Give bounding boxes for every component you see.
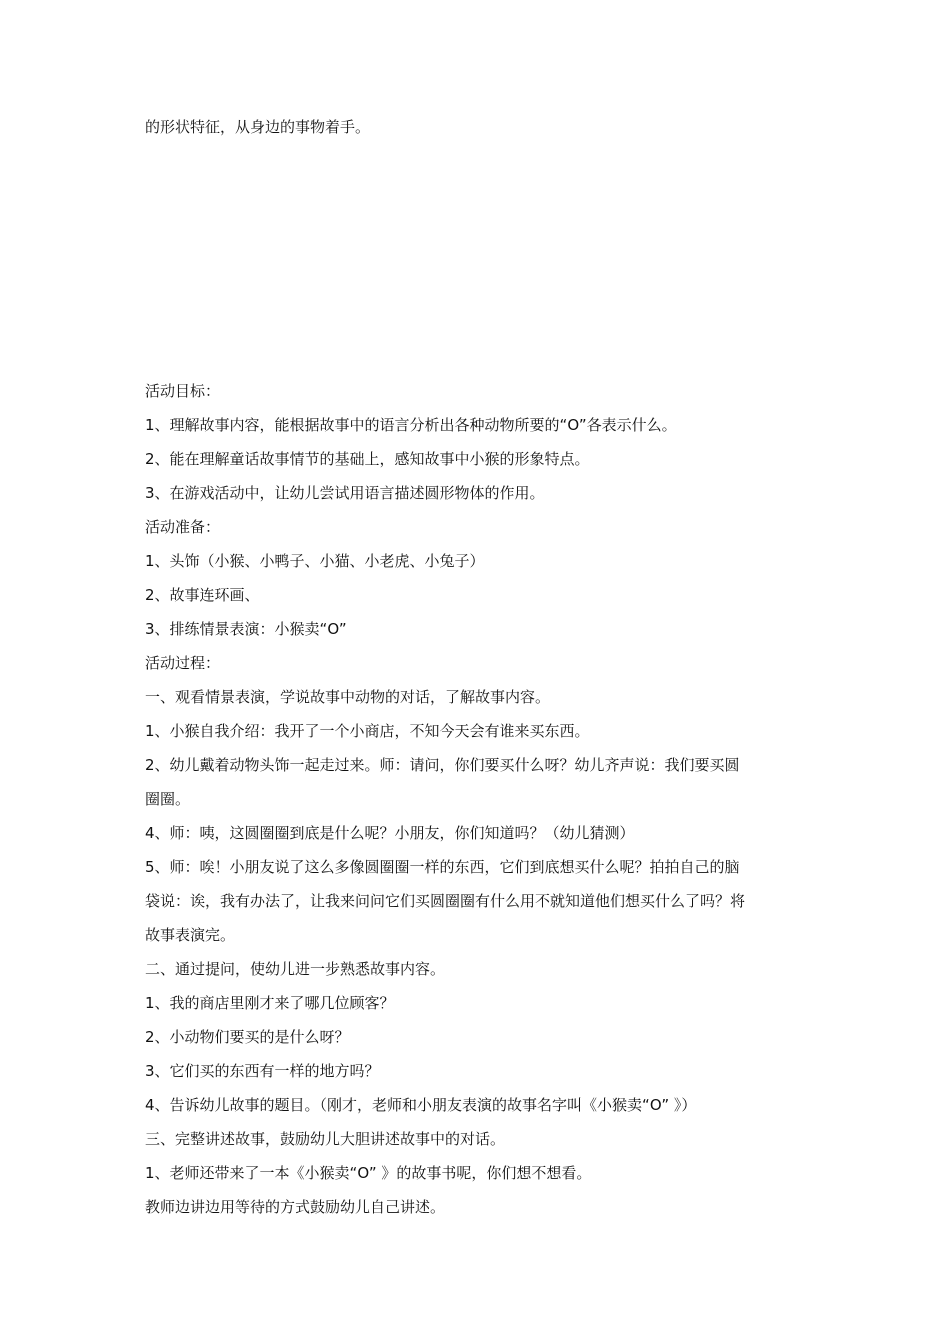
preparation-item-3: 3、排练情景表演：小猴卖“O” [145, 620, 347, 638]
question-item: 2、小动物们要买的是什么呀？ [145, 1028, 350, 1046]
process-step-1-heading: 一、观看情景表演，学说故事中动物的对话，了解故事内容。 [145, 688, 551, 706]
intro-fragment: 的形状特征，从身边的事物着手。 [145, 118, 371, 136]
process-item-continued: 袋说：诶，我有办法了，让我来问问它们买圆圈圈有什么用不就知道他们想买什么了吗？将 [145, 892, 746, 910]
process-item: 4、师：咦，这圆圈圈到底是什么呢？小朋友，你们知道吗？（幼儿猜测） [145, 824, 635, 842]
process-item-continued: 圈圈。 [145, 790, 191, 808]
process-item-continued: 故事表演完。 [145, 926, 236, 944]
section-heading-preparation: 活动准备： [145, 518, 221, 536]
process-item: 1、小猴自我介绍：我开了一个小商店，不知今天会有谁来买东西。 [145, 722, 590, 740]
preparation-item-1: 1、头饰（小猴、小鸭子、小猫、小老虎、小兔子） [145, 552, 485, 570]
preparation-item-2: 2、故事连环画、 [145, 586, 260, 604]
section-heading-process: 活动过程： [145, 654, 221, 672]
goal-item-1: 1、理解故事内容，能根据故事中的语言分析出各种动物所要的“O”各表示什么。 [145, 416, 677, 434]
process-item: 2、幼儿戴着动物头饰一起走过来。师：请问，你们要买什么呀？幼儿齐声说：我们要买圆 [145, 756, 740, 774]
process-step-2-heading: 二、通过提问，使幼儿进一步熟悉故事内容。 [145, 960, 446, 978]
question-item: 1、我的商店里刚才来了哪几位顾客？ [145, 994, 395, 1012]
process-step-3-heading: 三、完整讲述故事，鼓励幼儿大胆讲述故事中的对话。 [145, 1130, 506, 1148]
process-item: 5、师：唉！小朋友说了这么多像圆圈圈一样的东西，它们到底想买什么呢？拍拍自己的脑 [145, 858, 740, 876]
question-item: 4、告诉幼儿故事的题目。（刚才，老师和小朋友表演的故事名字叫《小猴卖“O” 》） [145, 1096, 697, 1114]
story-item: 1、老师还带来了一本《小猴卖“O” 》的故事书呢，你们想不想看。 [145, 1164, 592, 1182]
goal-item-2: 2、能在理解童话故事情节的基础上，感知故事中小猴的形象特点。 [145, 450, 590, 468]
story-note: 教师边讲边用等待的方式鼓励幼儿自己讲述。 [145, 1198, 446, 1216]
section-heading-goals: 活动目标： [145, 382, 221, 400]
question-item: 3、它们买的东西有一样的地方吗？ [145, 1062, 380, 1080]
goal-item-3: 3、在游戏活动中，让幼儿尝试用语言描述圆形物体的作用。 [145, 484, 545, 502]
document-body [145, 374, 815, 1224]
